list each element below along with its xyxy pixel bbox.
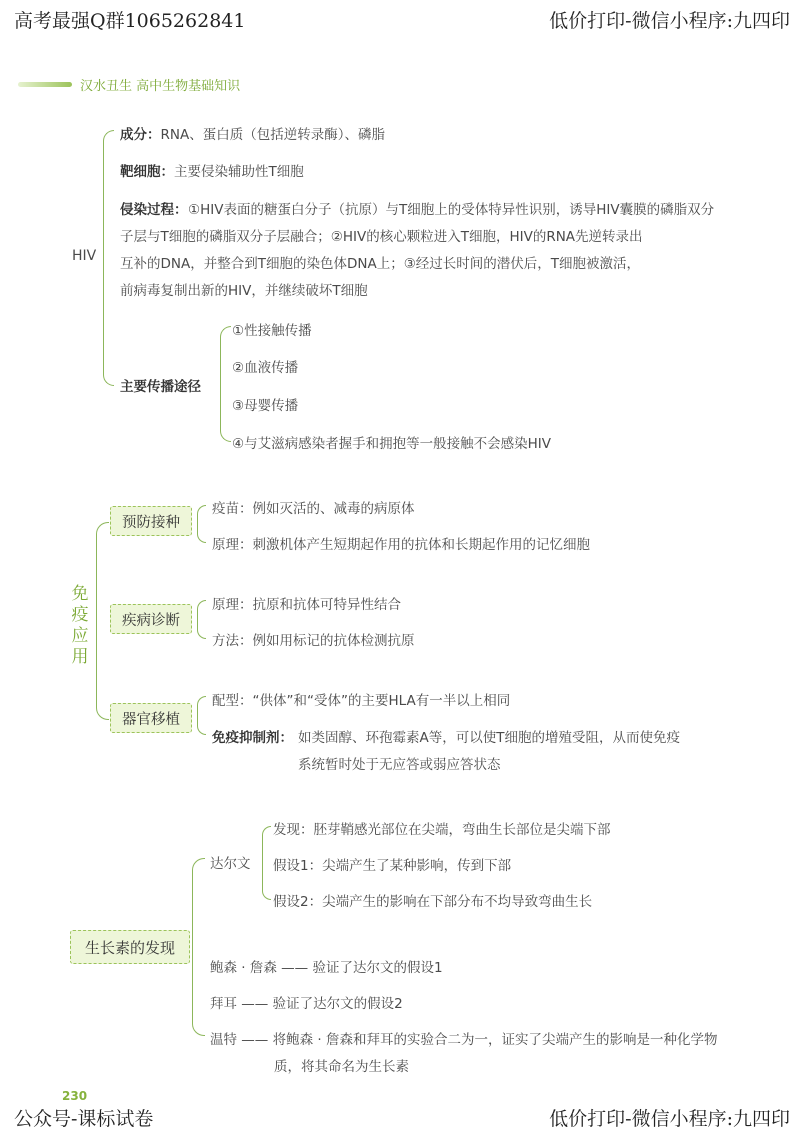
darwin-item-2: 假设1：尖端产生了某种影响，传到下部 bbox=[273, 858, 512, 874]
footer-right-text: 低价打印-微信小程序:九四印 bbox=[549, 1108, 790, 1130]
page-number: 230 bbox=[62, 1089, 88, 1103]
infection-label: 侵染过程： bbox=[120, 202, 188, 218]
diagnosis-item-2: 方法：例如用标记的抗体检测抗原 bbox=[212, 633, 415, 649]
transmission-item-2: ②血液传播 bbox=[232, 360, 299, 376]
infection-line-1: ①HIV表面的糖蛋白分子（抗原）与T细胞上的受体特异性识别，诱导HIV囊膜的磷脂双分 bbox=[188, 202, 715, 218]
transmission-bracket bbox=[220, 326, 231, 442]
vaccine-bracket bbox=[197, 505, 206, 543]
target-text: 主要侵染辅助性T细胞 bbox=[174, 164, 304, 180]
diagnosis-box: 疾病诊断 bbox=[110, 604, 192, 634]
suppressant-line-2: 系统暂时处于无应答或弱应答状态 bbox=[298, 757, 501, 773]
hiv-composition bbox=[120, 123, 385, 143]
banner-title: 汉水丑生 高中生物基础知识 bbox=[80, 79, 241, 94]
suppressant-label: 免疫抑制剂： bbox=[212, 730, 293, 746]
infection-line-2: 子层与T细胞的磷脂双分子层融合；②HIV的核心颗粒进入T细胞，HIV的RNA先逆转录出 bbox=[120, 229, 643, 245]
banner-bar bbox=[18, 82, 72, 87]
auxin-bracket bbox=[192, 858, 205, 1036]
vaccine-item-2: 原理：刺激机体产生短期起作用的抗体和长期起作用的记忆细胞 bbox=[212, 537, 590, 553]
header-left-text: 高考最强Q群1065262841 bbox=[14, 10, 246, 32]
footer-left-text: 公众号-课标试卷 bbox=[14, 1108, 154, 1130]
transmission-item-1: ①性接触传播 bbox=[232, 323, 312, 339]
hiv-root-label: HIV bbox=[72, 248, 97, 264]
darwin-item-1: 发现：胚芽鞘感光部位在尖端，弯曲生长部位是尖端下部 bbox=[273, 822, 611, 838]
immune-root-label: 免疫应用 bbox=[71, 584, 89, 667]
diagnosis-bracket bbox=[197, 600, 206, 639]
transmission-label: 主要传播途径 bbox=[120, 379, 201, 395]
transplant-match: 配型：“供体”和“受体”的主要HLA有一半以上相同 bbox=[212, 693, 511, 709]
immune-bracket bbox=[96, 522, 109, 720]
target-label: 靶细胞： bbox=[120, 164, 174, 180]
transmission-item-4: ④与艾滋病感染者握手和拥抱等一般接触不会感染HIV bbox=[232, 436, 551, 452]
composition-label: 成分： bbox=[120, 127, 161, 143]
vaccine-box: 预防接种 bbox=[110, 506, 192, 536]
infection-line-4: 前病毒复制出新的HIV，并继续破坏T细胞 bbox=[120, 283, 368, 299]
hiv-bracket bbox=[103, 130, 114, 386]
boysen-jensen-item: 鲍森 · 詹森 —— 验证了达尔文的假设1 bbox=[210, 960, 443, 976]
infection-line-3: 互补的DNA，并整合到T细胞的染色体DNA上；③经过长时间的潜伏后，T细胞被激活， bbox=[120, 256, 641, 272]
diagnosis-item-1: 原理：抗原和抗体可特异性结合 bbox=[212, 597, 401, 613]
vaccine-item-1: 疫苗：例如灭活的、减毒的病原体 bbox=[212, 501, 415, 517]
went-line-1: 温特 —— 将鲍森 · 詹森和拜耳的实验合二为一，证实了尖端产生的影响是一种化学物 bbox=[210, 1032, 718, 1048]
composition-text: RNA、蛋白质（包括逆转录酶）、磷脂 bbox=[160, 127, 385, 143]
transplant-box: 器官移植 bbox=[110, 703, 192, 733]
darwin-bracket bbox=[262, 826, 271, 900]
darwin-item-3: 假设2：尖端产生的影响在下部分布不均导致弯曲生长 bbox=[273, 894, 593, 910]
suppressant-line-1: 如类固醇、环孢霉素A等，可以使T细胞的增殖受阻，从而使免疫 bbox=[298, 730, 680, 746]
transplant-bracket bbox=[197, 696, 206, 735]
auxin-root-box: 生长素的发现 bbox=[70, 930, 190, 964]
hiv-target-cell bbox=[120, 160, 304, 180]
went-line-2: 质，将其命名为生长素 bbox=[274, 1059, 409, 1075]
transmission-item-3: ③母婴传播 bbox=[232, 398, 299, 414]
darwin-label: 达尔文 bbox=[210, 856, 251, 872]
header-right-text: 低价打印-微信小程序:九四印 bbox=[549, 10, 790, 32]
paal-item: 拜耳 —— 验证了达尔文的假设2 bbox=[210, 996, 403, 1012]
